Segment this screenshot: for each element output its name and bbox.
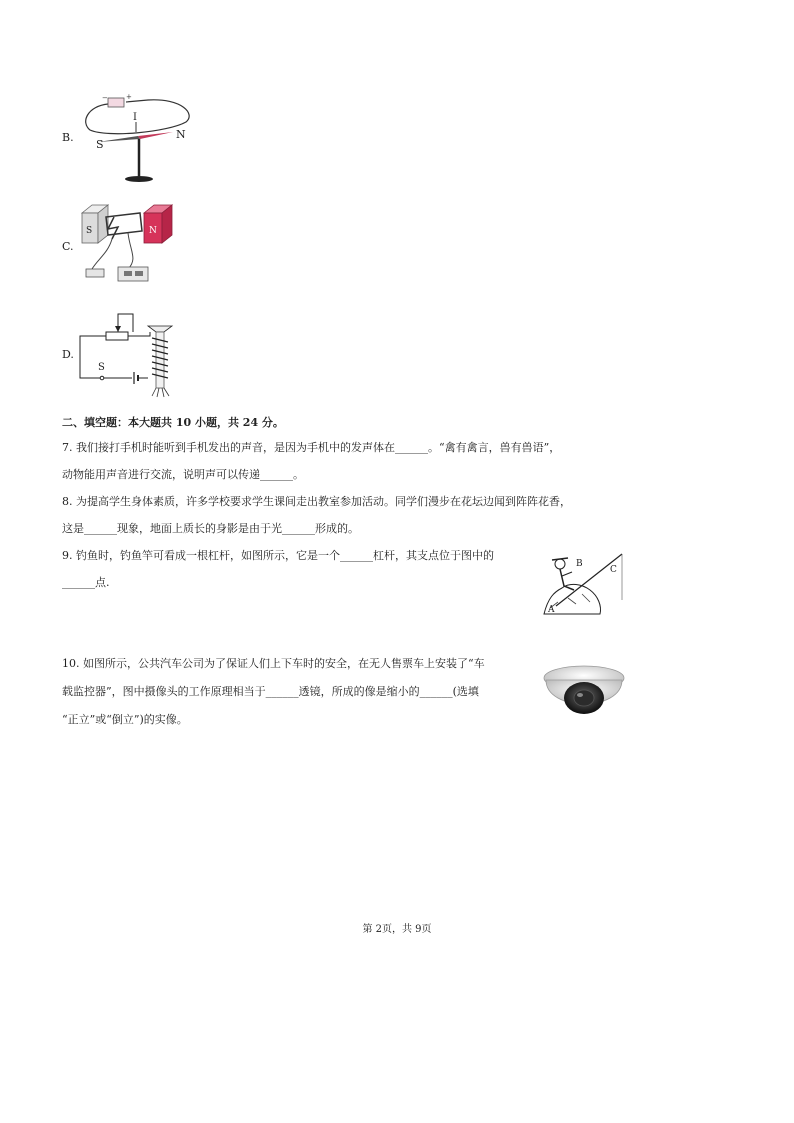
north-label: N	[176, 128, 186, 141]
compass-needle-wire-figure	[78, 92, 198, 188]
question-7-line-2: 动物能用声音进行交流，说明声可以传递______。	[62, 468, 304, 481]
svg-text:+: +	[126, 93, 132, 101]
dome-camera-figure	[540, 660, 628, 726]
point-b-label: B	[576, 559, 583, 569]
svg-text:−: −	[102, 94, 108, 102]
current-label: I	[133, 112, 137, 123]
electromagnet-circuit-figure	[78, 312, 178, 398]
question-10-line-2: 载监控器”，图中摄像头的工作原理相当于______透镜，所成的像是缩小的______(选填	[62, 685, 479, 698]
switch-label: S	[98, 362, 105, 373]
south-label: S	[96, 138, 104, 151]
magnet-south-label: S	[86, 226, 93, 236]
option-b-label: B.	[62, 131, 74, 144]
question-9-line-2: ______点.	[62, 576, 110, 589]
magnet-conductor-figure	[78, 203, 178, 289]
option-d-label: D.	[62, 348, 74, 361]
question-8-line-1: 8. 为提高学生身体素质，许多学校要求学生课间走出教室参加活动。同学们漫步在花坛边闻到阵阵花香，	[62, 495, 571, 508]
magnet-north-label: N	[149, 226, 157, 236]
question-8-line-2: 这是______现象，地面上质长的身影是由于光______形成的。	[62, 522, 359, 535]
page-footer: 第 2页，共 9页	[362, 924, 432, 935]
question-7-line-1: 7. 我们接打手机时能听到手机发出的声音，是因为手机中的发声体在______。“禽有禽言，兽有兽语”，	[62, 441, 561, 454]
point-c-label: C	[610, 565, 617, 575]
question-10-line-3: “正立”或“倒立”)的实像。	[62, 713, 188, 726]
point-a-label: A	[548, 605, 555, 615]
question-10-line-1: 10. 如图所示，公共汽车公司为了保证人们上下车时的安全，在无人售票车上安装了“车	[62, 657, 485, 670]
option-c-label: C.	[62, 240, 74, 253]
question-9-line-1: 9. 钓鱼时，钓鱼竿可看成一根杠杆，如图所示，它是一个______杠杆，其支点位于图中的	[62, 549, 494, 562]
fishing-figure	[540, 548, 628, 618]
section-title: 二、填空题：本大题共 10 小题，共 24 分。	[62, 416, 284, 429]
